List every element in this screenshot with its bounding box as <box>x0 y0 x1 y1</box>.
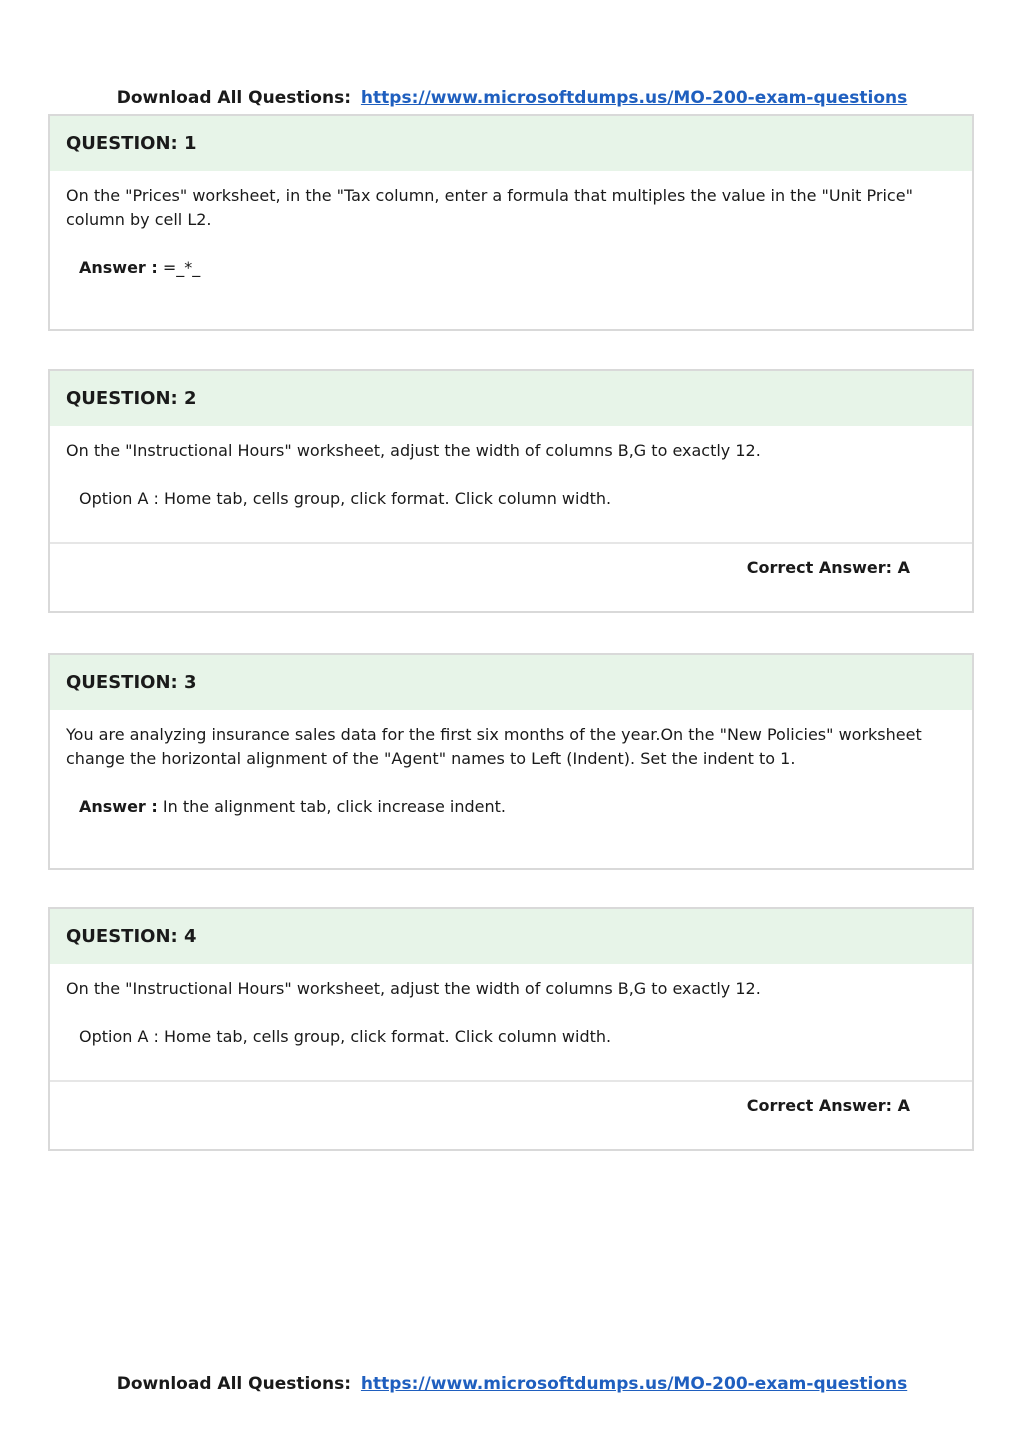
answer-line <box>66 256 956 280</box>
question-body <box>50 426 972 542</box>
question-text-line: On the "Instructional Hours" worksheet, adjust the width of columns B,G to exactly 12. <box>66 441 761 460</box>
footer-download-line <box>0 1374 1024 1394</box>
question-text-line: change the horizontal alignment of the "Agent" names to Left (Indent). Set the indent to 1. <box>66 749 796 768</box>
option-line: Option A : Home tab, cells group, click format. Click column width. <box>79 1027 612 1046</box>
question-footer <box>50 542 972 594</box>
question-card-3 <box>48 653 974 870</box>
header-download-line <box>0 88 1024 108</box>
correct-answer: Correct Answer: A <box>746 558 910 577</box>
answer-value: =_*_ <box>162 258 201 277</box>
answer-line <box>66 795 956 819</box>
answer-value: In the alignment tab, click increase indent. <box>162 797 506 816</box>
question-title: QUESTION: 3 <box>50 655 972 710</box>
question-title: QUESTION: 1 <box>50 116 972 171</box>
answer-label: Answer : <box>79 258 158 277</box>
question-title: QUESTION: 2 <box>50 371 972 426</box>
download-label: Download All Questions: <box>116 1374 351 1394</box>
question-footer <box>50 1080 972 1132</box>
question-body <box>50 964 972 1080</box>
question-text-line: On the "Prices" worksheet, in the "Tax column, enter a formula that multiples the value in the "Unit Price" <box>66 186 913 205</box>
question-title: QUESTION: 4 <box>50 909 972 964</box>
question-card-1 <box>48 114 974 331</box>
option-line: Option A : Home tab, cells group, click format. Click column width. <box>79 489 612 508</box>
correct-answer: Correct Answer: A <box>746 1096 910 1115</box>
question-card-4 <box>48 907 974 1151</box>
download-link[interactable]: https://www.microsoftdumps.us/MO-200-exam-questions <box>360 88 908 108</box>
question-text-line: On the "Instructional Hours" worksheet, adjust the width of columns B,G to exactly 12. <box>66 979 761 998</box>
question-card-2 <box>48 369 974 613</box>
answer-label: Answer : <box>79 797 158 816</box>
question-body <box>50 171 972 280</box>
download-link[interactable]: https://www.microsoftdumps.us/MO-200-exam-questions <box>360 1374 908 1394</box>
question-body <box>50 710 972 819</box>
question-text-line: column by cell L2. <box>66 210 212 229</box>
question-text-line: You are analyzing insurance sales data for the first six months of the year.On the "New Policies" worksheet <box>66 725 922 744</box>
download-label: Download All Questions: <box>116 88 351 108</box>
